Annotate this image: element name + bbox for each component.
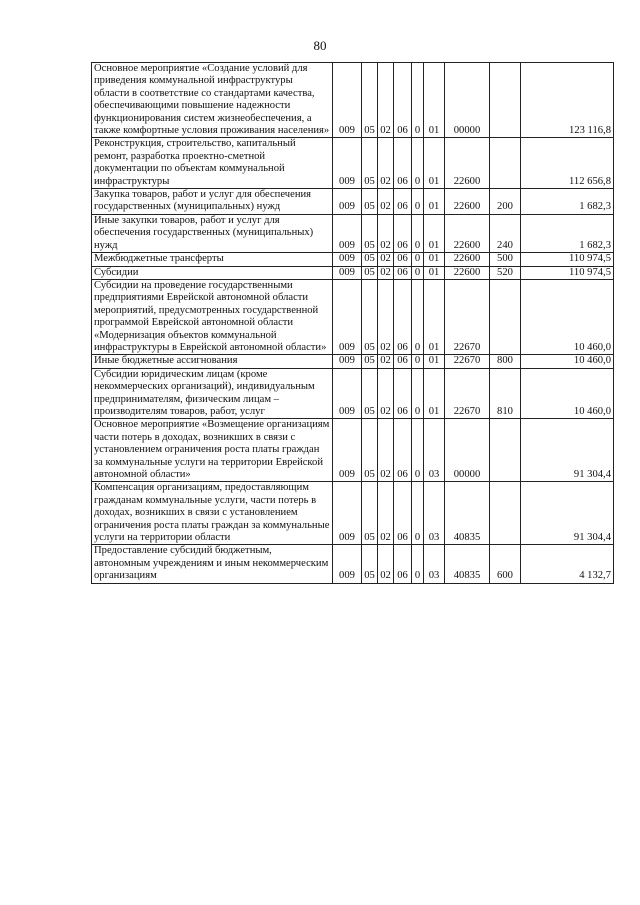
event-code-cell: 01: [424, 214, 445, 252]
table-row: [92, 214, 614, 252]
section-code-cell: 05: [362, 253, 378, 266]
subprogram-code-cell: 0: [412, 138, 424, 189]
row-name-cell: Субсидии юридическим лицам (кроме некоммерческих организаций), индивидуальным предпринимателям, физическим лицам – производителям товаров, работ, услуг: [92, 368, 333, 419]
subprogram-code-cell: 0: [412, 419, 424, 482]
program-code-cell: 06: [394, 138, 412, 189]
section-code-cell: 05: [362, 63, 378, 138]
subprogram-code-cell: 0: [412, 253, 424, 266]
expense-type-code-cell: [490, 482, 521, 545]
section-code-cell: 05: [362, 189, 378, 215]
ministry-code-cell: 009: [333, 355, 362, 368]
budget-table-body: [92, 63, 614, 584]
expense-type-code-cell: 200: [490, 189, 521, 215]
row-name-cell: Основное мероприятие «Возмещение организациям части потерь в доходах, возникших в связи с установлением ограничения роста платы граждан за коммунальные услуги на территории Еврейской автономной области»: [92, 419, 333, 482]
subprogram-code-cell: 0: [412, 545, 424, 583]
subsection-code-cell: 02: [378, 368, 394, 419]
row-name-cell: Реконструкция, строительство, капитальный ремонт, разработка проектно-сметной документации по объектам коммунальной инфраструктуры: [92, 138, 333, 189]
section-code-cell: 05: [362, 419, 378, 482]
direction-code-cell: 00000: [445, 419, 490, 482]
section-code-cell: 05: [362, 266, 378, 279]
row-name-cell: Основное мероприятие «Создание условий для приведения коммунальной инфраструктуры области в соответствие со стандартами качества, обеспечивающими повышение надежности функционирования систем жизнеобеспечения, а также комфортные условия проживания населения»: [92, 63, 333, 138]
amount-cell: 110 974,5: [521, 253, 614, 266]
expense-type-code-cell: [490, 138, 521, 189]
row-name-cell: Субсидии на проведение государственными предприятиями Еврейской автономной области мероприятий, предусмотренных государственной программой Еврейской автономной области «Модернизация объектов коммунальной инфраструктуры в Еврейской автономной области»: [92, 279, 333, 354]
direction-code-cell: 22600: [445, 138, 490, 189]
program-code-cell: 06: [394, 419, 412, 482]
amount-cell: 1 682,3: [521, 214, 614, 252]
section-code-cell: 05: [362, 482, 378, 545]
amount-cell: 4 132,7: [521, 545, 614, 583]
direction-code-cell: 00000: [445, 63, 490, 138]
event-code-cell: 03: [424, 482, 445, 545]
direction-code-cell: 22670: [445, 279, 490, 354]
direction-code-cell: 22670: [445, 355, 490, 368]
subsection-code-cell: 02: [378, 138, 394, 189]
amount-cell: 112 656,8: [521, 138, 614, 189]
event-code-cell: 01: [424, 189, 445, 215]
table-row: [92, 138, 614, 189]
table-row: [92, 189, 614, 215]
event-code-cell: 01: [424, 368, 445, 419]
direction-code-cell: 40835: [445, 545, 490, 583]
program-code-cell: 06: [394, 279, 412, 354]
direction-code-cell: 40835: [445, 482, 490, 545]
section-code-cell: 05: [362, 279, 378, 354]
program-code-cell: 06: [394, 482, 412, 545]
amount-cell: 10 460,0: [521, 368, 614, 419]
section-code-cell: 05: [362, 368, 378, 419]
row-name-cell: Иные закупки товаров, работ и услуг для обеспечения государственных (муниципальных) нужд: [92, 214, 333, 252]
event-code-cell: 01: [424, 63, 445, 138]
subsection-code-cell: 02: [378, 545, 394, 583]
budget-table: [91, 62, 614, 584]
section-code-cell: 05: [362, 545, 378, 583]
table-row: [92, 253, 614, 266]
program-code-cell: 06: [394, 368, 412, 419]
row-name-cell: Компенсация организациям, предоставляющим гражданам коммунальные услуги, части потерь в доходах, возникших в связи с установлением ограничения роста платы граждан за коммунальные услуги на территории области: [92, 482, 333, 545]
table-row: [92, 266, 614, 279]
ministry-code-cell: 009: [333, 214, 362, 252]
row-name-cell: Иные бюджетные ассигнования: [92, 355, 333, 368]
subprogram-code-cell: 0: [412, 482, 424, 545]
ministry-code-cell: 009: [333, 279, 362, 354]
section-code-cell: 05: [362, 355, 378, 368]
ministry-code-cell: 009: [333, 189, 362, 215]
subprogram-code-cell: 0: [412, 266, 424, 279]
direction-code-cell: 22600: [445, 189, 490, 215]
ministry-code-cell: 009: [333, 482, 362, 545]
page-number: 80: [313, 38, 327, 53]
subsection-code-cell: 02: [378, 482, 394, 545]
amount-cell: 1 682,3: [521, 189, 614, 215]
expense-type-code-cell: 800: [490, 355, 521, 368]
table-row: [92, 63, 614, 138]
table-row: [92, 419, 614, 482]
direction-code-cell: 22600: [445, 253, 490, 266]
table-row: [92, 355, 614, 368]
program-code-cell: 06: [394, 266, 412, 279]
direction-code-cell: 22670: [445, 368, 490, 419]
section-code-cell: 05: [362, 138, 378, 189]
event-code-cell: 01: [424, 266, 445, 279]
program-code-cell: 06: [394, 545, 412, 583]
subsection-code-cell: 02: [378, 253, 394, 266]
ministry-code-cell: 009: [333, 253, 362, 266]
subprogram-code-cell: 0: [412, 189, 424, 215]
program-code-cell: 06: [394, 253, 412, 266]
subprogram-code-cell: 0: [412, 368, 424, 419]
subprogram-code-cell: 0: [412, 355, 424, 368]
event-code-cell: 01: [424, 279, 445, 354]
subsection-code-cell: 02: [378, 419, 394, 482]
subsection-code-cell: 02: [378, 214, 394, 252]
subsection-code-cell: 02: [378, 355, 394, 368]
expense-type-code-cell: 600: [490, 545, 521, 583]
table-row: [92, 545, 614, 583]
event-code-cell: 01: [424, 253, 445, 266]
event-code-cell: 03: [424, 545, 445, 583]
expense-type-code-cell: 520: [490, 266, 521, 279]
row-name-cell: Межбюджетные трансферты: [92, 253, 333, 266]
event-code-cell: 01: [424, 355, 445, 368]
event-code-cell: 03: [424, 419, 445, 482]
direction-code-cell: 22600: [445, 266, 490, 279]
table-row: [92, 368, 614, 419]
amount-cell: 91 304,4: [521, 419, 614, 482]
row-name-cell: Предоставление субсидий бюджетным, автономным учреждениям и иным некоммерческим организациям: [92, 545, 333, 583]
amount-cell: 91 304,4: [521, 482, 614, 545]
program-code-cell: 06: [394, 214, 412, 252]
program-code-cell: 06: [394, 63, 412, 138]
table-row: [92, 482, 614, 545]
amount-cell: 10 460,0: [521, 355, 614, 368]
subprogram-code-cell: 0: [412, 279, 424, 354]
table-row: [92, 279, 614, 354]
subsection-code-cell: 02: [378, 279, 394, 354]
ministry-code-cell: 009: [333, 419, 362, 482]
program-code-cell: 06: [394, 355, 412, 368]
event-code-cell: 01: [424, 138, 445, 189]
amount-cell: 10 460,0: [521, 279, 614, 354]
amount-cell: 123 116,8: [521, 63, 614, 138]
subsection-code-cell: 02: [378, 63, 394, 138]
expense-type-code-cell: 500: [490, 253, 521, 266]
subprogram-code-cell: 0: [412, 63, 424, 138]
expense-type-code-cell: 810: [490, 368, 521, 419]
expense-type-code-cell: 240: [490, 214, 521, 252]
amount-cell: 110 974,5: [521, 266, 614, 279]
ministry-code-cell: 009: [333, 545, 362, 583]
row-name-cell: Закупка товаров, работ и услуг для обеспечения государственных (муниципальных) нужд: [92, 189, 333, 215]
program-code-cell: 06: [394, 189, 412, 215]
section-code-cell: 05: [362, 214, 378, 252]
subsection-code-cell: 02: [378, 189, 394, 215]
direction-code-cell: 22600: [445, 214, 490, 252]
subprogram-code-cell: 0: [412, 214, 424, 252]
row-name-cell: Субсидии: [92, 266, 333, 279]
expense-type-code-cell: [490, 279, 521, 354]
ministry-code-cell: 009: [333, 138, 362, 189]
expense-type-code-cell: [490, 419, 521, 482]
subsection-code-cell: 02: [378, 266, 394, 279]
expense-type-code-cell: [490, 63, 521, 138]
ministry-code-cell: 009: [333, 266, 362, 279]
ministry-code-cell: 009: [333, 63, 362, 138]
ministry-code-cell: 009: [333, 368, 362, 419]
